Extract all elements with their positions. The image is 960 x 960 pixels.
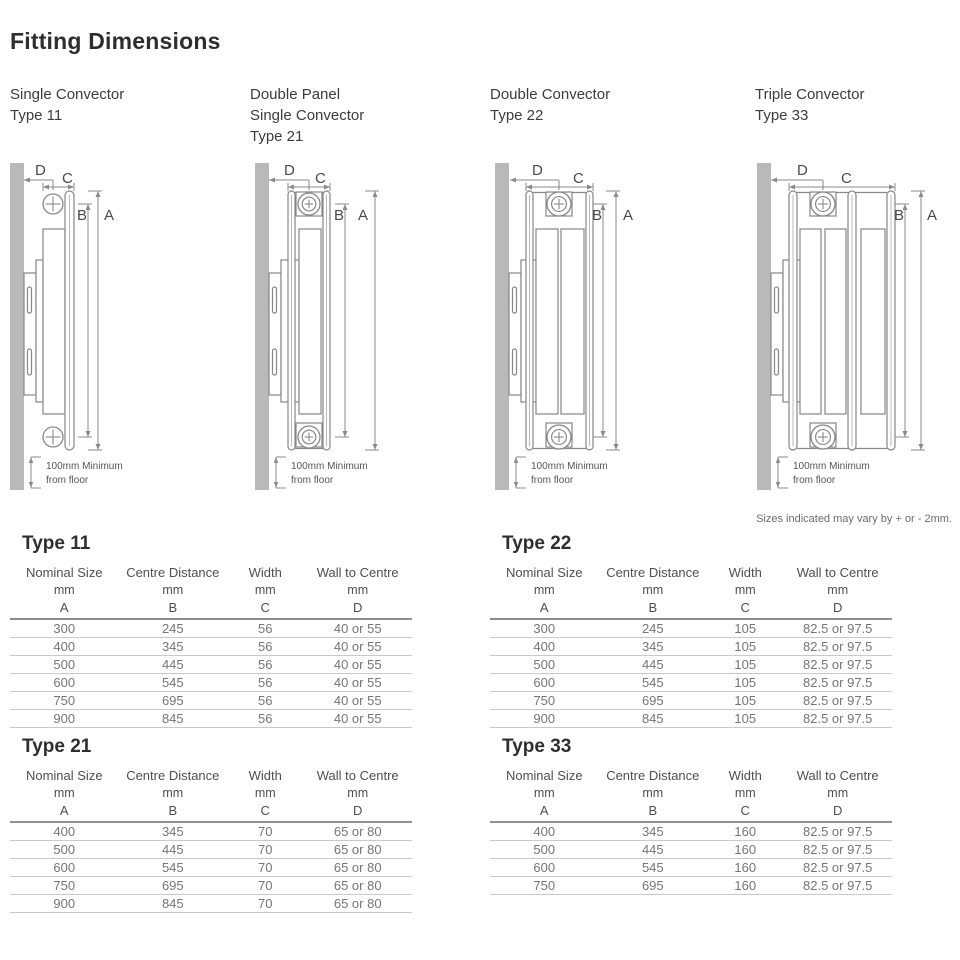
column-header-line: mm [734, 583, 756, 597]
table-row [490, 841, 892, 859]
variant-header-line: Type 33 [755, 107, 809, 124]
table-header-row [490, 565, 892, 616]
table-cell: 345 [161, 824, 184, 839]
table-cell: 160 [734, 860, 757, 875]
dim-label-d: D [797, 163, 808, 179]
column-header-line: mm [162, 583, 184, 597]
table-column-header [227, 768, 303, 819]
convector [800, 229, 821, 414]
column-header-line: D [833, 600, 843, 615]
table-cell: 40 or 55 [333, 657, 382, 672]
dimension-arrow [24, 178, 30, 183]
variant-header-type-22 [490, 84, 610, 126]
variant-header-line: Type 22 [490, 107, 544, 124]
table-cell: 600 [53, 675, 76, 690]
column-header-line: B [648, 600, 658, 615]
table-cell: 105 [734, 657, 757, 672]
floor-note-line2: from floor [531, 475, 574, 486]
table-cell: 65 or 80 [333, 896, 382, 911]
column-header-line: mm [533, 786, 555, 800]
table-cell: 500 [53, 842, 76, 857]
dimension-arrow [269, 178, 275, 183]
table-cell: 445 [641, 842, 664, 857]
dim-label-b: B [77, 207, 88, 224]
table-body [490, 821, 892, 895]
table-cell: 105 [734, 711, 757, 726]
table-cell: 900 [53, 896, 76, 911]
dim-label-a: A [104, 207, 115, 224]
column-header-line: Centre Distance [126, 565, 220, 580]
convector [861, 229, 885, 414]
table-cell: 750 [533, 878, 556, 893]
dimension-arrow [514, 457, 518, 463]
dim-label-c: C [315, 170, 326, 187]
table-cell: 600 [533, 675, 556, 690]
column-header-line: mm [734, 786, 756, 800]
column-header-line: mm [254, 786, 276, 800]
dimension-arrow [919, 191, 924, 197]
table-row [490, 710, 892, 728]
table-column-header [783, 565, 892, 616]
table-cell: 400 [533, 824, 556, 839]
table-cell: 245 [161, 621, 184, 636]
table-header-row [10, 565, 412, 616]
table-header-row [490, 768, 892, 819]
bracket-slot [775, 287, 779, 313]
floor-note-line1: 100mm Minimum [46, 461, 123, 472]
column-header-line: Width [248, 768, 282, 783]
table-column-header [303, 565, 412, 616]
dimension-arrow [614, 444, 619, 450]
column-header-line: D [353, 600, 363, 615]
column-header-line: D [833, 803, 843, 818]
convector [536, 229, 558, 414]
table-cell: 82.5 or 97.5 [803, 639, 873, 654]
dimension-arrow [373, 191, 378, 197]
table-column-header [490, 768, 599, 819]
table-cell: 695 [161, 878, 184, 893]
column-header-line: B [168, 600, 178, 615]
table-row [490, 859, 892, 877]
column-header-line: D [353, 803, 363, 818]
table-cell: 500 [53, 657, 76, 672]
dim-label-a: A [358, 207, 369, 224]
table-cell: 545 [641, 860, 664, 875]
variant-header-line: Triple Convector [755, 86, 865, 103]
dimension-arrow [86, 431, 91, 437]
table-cell: 545 [161, 675, 184, 690]
table-cell: 56 [258, 621, 273, 636]
dimension-arrow [889, 185, 895, 190]
table-row [490, 692, 892, 710]
variant-header-line: Double Panel [250, 86, 341, 103]
column-header-line: Wall to Centre [316, 565, 399, 580]
variant-header-type-21 [250, 84, 364, 147]
radiator-diagram-type-22 [495, 163, 637, 495]
floor-note-line2: from floor [291, 475, 334, 486]
table-cell: 70 [258, 824, 273, 839]
bracket-slot [273, 349, 277, 375]
dimension-arrow [343, 431, 348, 437]
table-cell: 65 or 80 [333, 878, 382, 893]
table-row [490, 638, 892, 656]
dimension-arrow [274, 482, 278, 488]
dim-label-a: A [927, 207, 938, 224]
column-header-line: Nominal Size [505, 768, 583, 783]
dim-label-c: C [841, 170, 852, 187]
column-header-line: A [59, 803, 69, 818]
column-header-line: Nominal Size [25, 565, 103, 580]
column-header-line: C [260, 803, 270, 818]
column-header-line: mm [642, 786, 664, 800]
table-body [10, 618, 412, 728]
page-title: Fitting Dimensions [10, 28, 221, 54]
column-header-line: mm [162, 786, 184, 800]
table-column-header [599, 768, 708, 819]
table-cell: 160 [734, 824, 757, 839]
table-cell: 105 [734, 693, 757, 708]
table-cell: 56 [258, 675, 273, 690]
dimension-arrow [587, 185, 593, 190]
table-cell: 70 [258, 896, 273, 911]
table-row [490, 877, 892, 895]
column-header-line: mm [347, 786, 369, 800]
column-header-line: Centre Distance [606, 768, 700, 783]
dimension-arrow [789, 185, 795, 190]
variant-header-type-11 [10, 84, 124, 126]
table-row [10, 841, 412, 859]
table-cell: 82.5 or 97.5 [803, 621, 873, 636]
table-cell: 400 [53, 639, 76, 654]
table-cell: 400 [533, 639, 556, 654]
table-row [10, 692, 412, 710]
table-cell: 750 [533, 693, 556, 708]
dim-label-a: A [623, 207, 634, 224]
dimension-arrow [771, 178, 777, 183]
table-title: Type 22 [502, 533, 572, 554]
table-cell: 900 [53, 711, 76, 726]
table-row [10, 638, 412, 656]
table-row [10, 656, 412, 674]
floor-note-line1: 100mm Minimum [291, 461, 368, 472]
column-header-line: A [59, 600, 69, 615]
table-cell: 82.5 or 97.5 [803, 657, 873, 672]
table-cell: 845 [641, 711, 664, 726]
dimension-arrow [614, 191, 619, 197]
column-header-line: C [740, 803, 750, 818]
table-cell: 82.5 or 97.5 [803, 711, 873, 726]
table-cell: 900 [533, 711, 556, 726]
dimension-arrow [601, 431, 606, 437]
table-header-row [10, 768, 412, 819]
table-cell: 65 or 80 [333, 860, 382, 875]
variant-header-line: Single Convector [250, 107, 365, 124]
table-cell: 160 [734, 878, 757, 893]
table-column-header [10, 768, 119, 819]
dimension-arrow [510, 178, 516, 183]
table-title: Type 11 [22, 533, 91, 554]
dim-label-c: C [573, 170, 584, 187]
table-row [10, 877, 412, 895]
table-cell: 82.5 or 97.5 [803, 824, 873, 839]
column-header-line: B [168, 803, 178, 818]
table-cell: 245 [641, 621, 664, 636]
column-header-line: Width [728, 565, 762, 580]
table-row [490, 823, 892, 841]
dimension-table-type-11 [10, 533, 412, 728]
table-cell: 56 [258, 711, 273, 726]
table-column-header [119, 565, 228, 616]
bracket-slot [513, 349, 517, 375]
table-row [10, 859, 412, 877]
table-cell: 65 or 80 [333, 824, 382, 839]
table-column-header [10, 565, 119, 616]
dimension-arrow [776, 457, 780, 463]
table-column-header [707, 565, 783, 616]
convector [561, 229, 584, 414]
table-title: Type 33 [502, 736, 572, 757]
table-cell: 845 [161, 711, 184, 726]
variant-header-line: Double Convector [490, 86, 611, 103]
table-cell: 105 [734, 675, 757, 690]
table-cell: 750 [53, 693, 76, 708]
table-cell: 695 [641, 878, 664, 893]
table-column-header [599, 565, 708, 616]
radiator-diagram-type-21 [255, 163, 387, 495]
dimension-arrow [919, 444, 924, 450]
table-column-header [119, 768, 228, 819]
convector [825, 229, 846, 414]
table-cell: 400 [53, 824, 76, 839]
dim-label-d: D [532, 163, 543, 179]
table-cell: 695 [641, 693, 664, 708]
table-body [490, 618, 892, 728]
dimension-arrow [29, 457, 33, 463]
table-cell: 70 [258, 860, 273, 875]
table-row [10, 895, 412, 913]
column-header-line: mm [827, 786, 849, 800]
table-cell: 345 [161, 639, 184, 654]
radiator-diagram-type-11 [10, 163, 126, 495]
table-cell: 82.5 or 97.5 [803, 842, 873, 857]
table-body [10, 821, 412, 913]
table-cell: 40 or 55 [333, 675, 382, 690]
column-header-line: C [740, 600, 750, 615]
wall [255, 163, 269, 490]
tolerance-note: Sizes indicated may vary by + or - 2mm. [756, 513, 952, 525]
table-cell: 65 or 80 [333, 842, 382, 857]
bracket-arm [36, 260, 43, 402]
column-header-line: Width [248, 565, 282, 580]
column-header-line: A [539, 803, 549, 818]
column-header-line: mm [254, 583, 276, 597]
table-cell: 56 [258, 657, 273, 672]
table-cell: 160 [734, 842, 757, 857]
table-column-header [227, 565, 303, 616]
column-header-line: mm [827, 583, 849, 597]
bracket-slot [273, 287, 277, 313]
dimension-table-type-22 [490, 533, 892, 728]
radiator-diagram-type-33 [757, 163, 951, 495]
wall [757, 163, 771, 490]
dim-label-d: D [35, 163, 46, 179]
column-header-line: Centre Distance [606, 565, 700, 580]
table-column-header [707, 768, 783, 819]
column-header-line: mm [53, 583, 75, 597]
column-header-line: Wall to Centre [796, 768, 879, 783]
dimension-arrow [526, 185, 532, 190]
table-cell: 845 [161, 896, 184, 911]
table-cell: 345 [641, 639, 664, 654]
convector [299, 229, 321, 414]
table-column-header [303, 768, 412, 819]
column-header-line: Wall to Centre [796, 565, 879, 580]
table-cell: 105 [734, 639, 757, 654]
table-cell: 82.5 or 97.5 [803, 860, 873, 875]
table-row [10, 620, 412, 638]
table-row [490, 620, 892, 638]
table-cell: 40 or 55 [333, 639, 382, 654]
dimension-table-type-33 [490, 736, 892, 895]
table-cell: 56 [258, 693, 273, 708]
table-cell: 56 [258, 639, 273, 654]
floor-note-line2: from floor [793, 475, 836, 486]
dimension-arrow [903, 431, 908, 437]
column-header-line: mm [533, 583, 555, 597]
dimension-arrow [514, 482, 518, 488]
column-header-line: mm [53, 786, 75, 800]
table-cell: 445 [641, 657, 664, 672]
bracket-slot [513, 287, 517, 313]
table-cell: 105 [734, 621, 757, 636]
table-cell: 70 [258, 842, 273, 857]
table-cell: 40 or 55 [333, 711, 382, 726]
table-cell: 82.5 or 97.5 [803, 675, 873, 690]
dim-label-d: D [284, 163, 295, 179]
dimension-arrow [776, 482, 780, 488]
variant-header-type-33 [755, 84, 864, 126]
table-cell: 545 [161, 860, 184, 875]
column-header-line: B [648, 803, 658, 818]
column-header-line: C [260, 600, 270, 615]
table-row [10, 710, 412, 728]
column-header-line: mm [642, 583, 664, 597]
table-cell: 345 [641, 824, 664, 839]
table-title: Type 21 [22, 736, 92, 757]
dimension-arrow [288, 185, 294, 190]
table-cell: 300 [533, 621, 556, 636]
table-cell: 40 or 55 [333, 621, 382, 636]
floor-note-line1: 100mm Minimum [531, 461, 608, 472]
table-column-header [490, 565, 599, 616]
table-cell: 500 [533, 842, 556, 857]
dimension-arrow [96, 444, 101, 450]
table-cell: 82.5 or 97.5 [803, 878, 873, 893]
wall [495, 163, 509, 490]
dim-label-b: B [334, 207, 345, 224]
column-header-line: Wall to Centre [316, 768, 399, 783]
table-cell: 82.5 or 97.5 [803, 693, 873, 708]
table-row [10, 823, 412, 841]
bracket-slot [28, 349, 32, 375]
bracket-slot [775, 349, 779, 375]
column-header-line: A [539, 600, 549, 615]
dimension-arrow [274, 457, 278, 463]
table-cell: 40 or 55 [333, 693, 382, 708]
table-cell: 500 [533, 657, 556, 672]
table-cell: 445 [161, 842, 184, 857]
table-cell: 600 [533, 860, 556, 875]
column-header-line: Centre Distance [126, 768, 220, 783]
variant-header-line: Type 11 [10, 107, 63, 124]
table-cell: 545 [641, 675, 664, 690]
dim-label-c: C [62, 170, 73, 187]
dim-label-b: B [894, 207, 905, 224]
floor-note-line1: 100mm Minimum [793, 461, 870, 472]
table-cell: 750 [53, 878, 76, 893]
table-cell: 695 [161, 693, 184, 708]
table-row [490, 674, 892, 692]
variant-header-line: Type 21 [250, 128, 304, 145]
column-header-line: mm [347, 583, 369, 597]
dimension-arrow [43, 185, 49, 190]
dimension-arrow [373, 444, 378, 450]
dim-label-b: B [592, 207, 603, 224]
convector [43, 229, 65, 414]
table-row [10, 674, 412, 692]
table-cell: 445 [161, 657, 184, 672]
dimension-table-type-21 [10, 736, 412, 913]
dimension-arrow [96, 191, 101, 197]
table-row [490, 656, 892, 674]
dimension-arrow [29, 482, 33, 488]
floor-note-line2: from floor [46, 475, 89, 486]
column-header-line: Nominal Size [25, 768, 103, 783]
table-cell: 300 [53, 621, 76, 636]
column-header-line: Width [728, 768, 762, 783]
table-cell: 600 [53, 860, 76, 875]
variant-header-line: Single Convector [10, 86, 125, 103]
table-cell: 70 [258, 878, 273, 893]
wall [10, 163, 24, 490]
bracket-slot [28, 287, 32, 313]
table-column-header [783, 768, 892, 819]
column-header-line: Nominal Size [505, 565, 583, 580]
